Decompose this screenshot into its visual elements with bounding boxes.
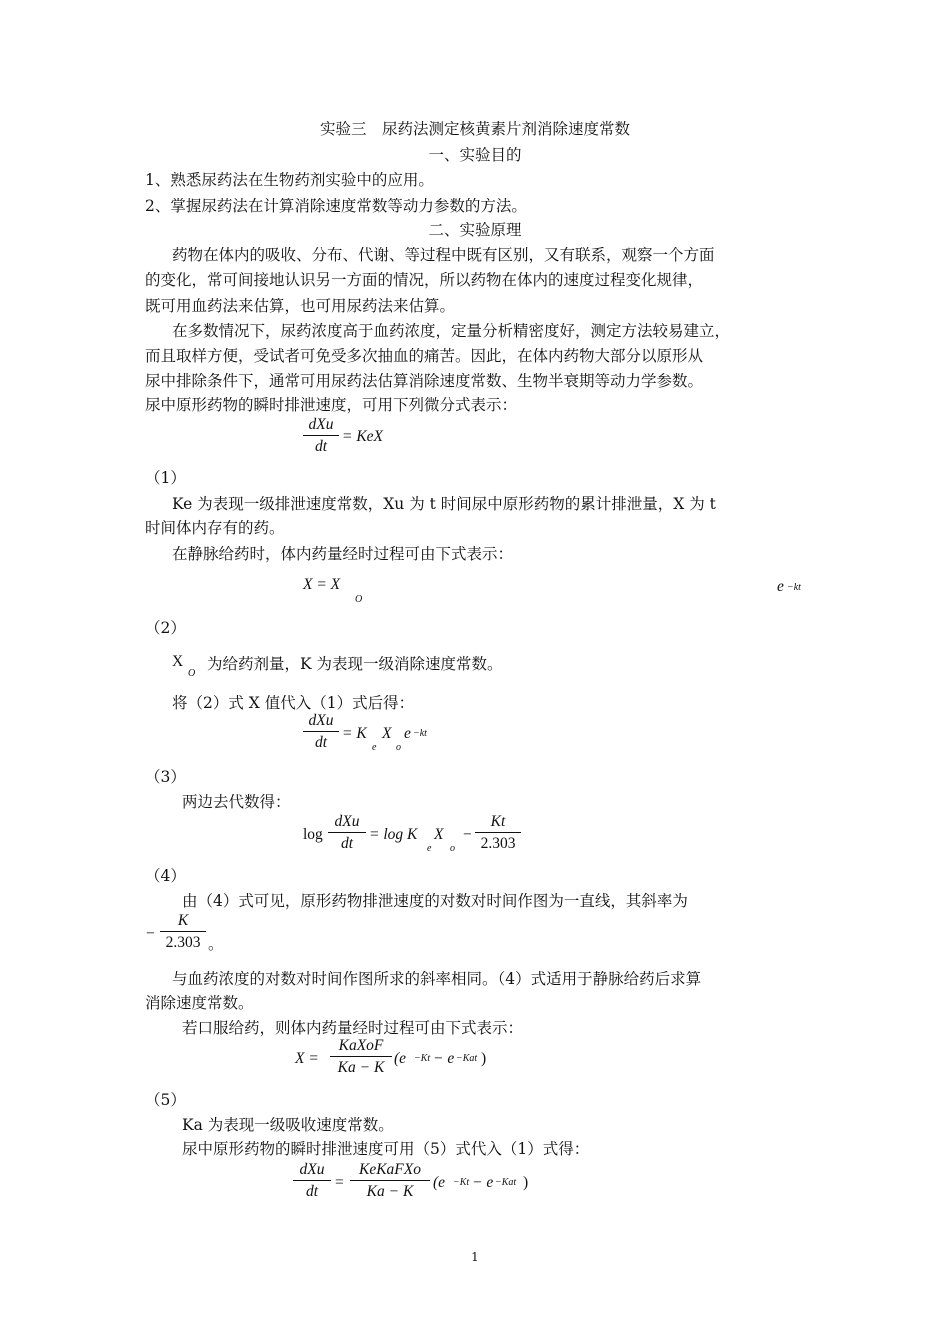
equation-4-fraction-2: Kt 2.303 — [475, 813, 521, 853]
paragraph-line: Ka 为表现一级吸收速度常数。 — [182, 1116, 394, 1134]
paragraph-line: 在静脉给药时，体内药量经时过程可由下式表示： — [172, 545, 514, 563]
paragraph-line: Ke 为表现一级排泄速度常数，Xu 为 t 时间尿中原形药物的累计排泄量，X 为 t — [172, 495, 716, 513]
section-heading-objectives: 一、实验目的 — [428, 146, 522, 164]
equation-5-mid: − e — [433, 1050, 455, 1067]
equation-4-log: log — [303, 826, 323, 843]
equation-6-exponent-1: −Kt — [453, 1177, 470, 1188]
equation-5-fraction: KaXoF Ka − K — [330, 1037, 392, 1077]
paragraph-line: 消除速度常数。 — [145, 994, 254, 1012]
equation-4-mid: = log K — [369, 826, 418, 843]
paragraph-line: 若口服给药，则体内药量经时过程可由下式表示： — [182, 1019, 524, 1037]
slope-fraction: K 2.303 — [160, 912, 206, 952]
page-number: 1 — [471, 1250, 479, 1264]
x0-definition: 为给药剂量，K 为表现一级消除速度常数。 — [207, 655, 503, 673]
paragraph-line: 尿中原形药物的瞬时排泄速度可用（5）式代入（1）式得： — [182, 1140, 590, 1158]
objective-item-1: 1、熟悉尿药法在生物药剂实验中的应用。 — [145, 171, 434, 189]
paragraph-line: 尿中排除条件下，通常可用尿药法估算消除速度常数、生物半衰期等动力学参数。 — [145, 372, 704, 390]
paragraph-line: 两边去代数得： — [182, 793, 291, 811]
equation-2-label: （2） — [145, 619, 186, 637]
equation-6-paren-close: ) — [523, 1174, 529, 1191]
paragraph-line: 时间体内存有的药。 — [145, 519, 285, 537]
paragraph-line: 药物在体内的吸收、分布、代谢、等过程中既有区别，又有联系，观察一个方面 — [172, 246, 715, 264]
equation-5-lhs: X = — [295, 1050, 319, 1067]
equation-3-label: （3） — [145, 768, 186, 786]
equation-4-minus: − — [462, 826, 473, 843]
x0-subscript: O — [188, 668, 196, 679]
equation-3-e: e — [404, 725, 411, 742]
equation-4-fraction: dXu dt — [328, 813, 366, 853]
equation-5-exponent-2: −Kat — [456, 1053, 478, 1064]
section-heading-principle: 二、实验原理 — [428, 221, 522, 239]
paragraph-line: 在多数情况下，尿药浓度高于血药浓度，定量分析精密度好，测定方法较易建立， — [172, 322, 731, 340]
equation-6-exponent-2: −Kat — [495, 1177, 517, 1188]
equation-4-subscript-e: e — [427, 843, 432, 854]
equation-5-paren-close: ) — [481, 1050, 487, 1067]
equation-3-subscript-o: o — [396, 742, 401, 753]
paragraph-line: 既可用血药法来估算，也可用尿药法来估算。 — [145, 297, 456, 315]
equation-3-x: X — [382, 725, 392, 742]
equation-5-label: （5） — [145, 1091, 186, 1109]
equation-2-lhs: X = X — [303, 576, 341, 593]
equation-2-exponent: −kt — [787, 582, 801, 593]
equation-6-fraction-right: KeKaFXo Ka − K — [350, 1161, 430, 1201]
paragraph-line: 将（2）式 X 值代入（1）式后得： — [172, 694, 415, 712]
equation-3-subscript-e: e — [372, 742, 377, 753]
equation-4-label: （4） — [145, 867, 186, 885]
document-title: 实验三 尿药法测定核黄素片剂消除速度常数 — [319, 120, 630, 138]
paragraph-line: 的变化，常可间接地认识另一方面的情况，所以药物在体内的速度过程变化规律， — [145, 271, 704, 289]
equation-6-equals: = — [335, 1174, 344, 1191]
equation-2-subscript: O — [355, 594, 363, 605]
equation-6-paren-open: (e — [433, 1174, 446, 1191]
equation-5-exponent-1: −Kt — [414, 1053, 431, 1064]
equation-3-fraction: dXu dt — [303, 712, 339, 752]
equation-1-label: （1） — [145, 469, 186, 487]
equation-5-paren-open: (e — [394, 1050, 407, 1067]
paragraph-line: 而且取样方便，受试者可免受多次抽血的痛苦。因此，在体内药物大部分以原形从 — [145, 347, 704, 365]
equation-4-subscript-o: o — [450, 843, 455, 854]
equation-4-x: X — [434, 826, 444, 843]
equation-1-rhs: = KeX — [342, 428, 384, 445]
equation-6-mid: − e — [472, 1174, 494, 1191]
objective-item-2: 2、掌握尿药法在计算消除速度常数等动力参数的方法。 — [145, 197, 527, 215]
equation-6-fraction-left: dXu dt — [293, 1161, 331, 1201]
x0-symbol: X — [172, 653, 184, 670]
paragraph-line: 与血药浓度的对数对时间作图所求的斜率相同。（4）式适用于静脉给药后求算 — [172, 970, 702, 988]
equation-3-rhs: = K — [342, 725, 367, 742]
equation-2-e: e — [777, 578, 784, 595]
equation-1-fraction: dXu dt — [303, 416, 339, 456]
paragraph-line: 由（4）式可见，原形药物排泄速度的对数对时间作图为一直线，其斜率为 — [182, 892, 688, 910]
slope-end: 。 — [208, 935, 224, 953]
equation-3-exponent: −kt — [413, 728, 427, 739]
paragraph-line: 尿中原形药物的瞬时排泄速度，可用下列微分式表示： — [145, 396, 518, 414]
slope-minus: − — [145, 925, 156, 942]
